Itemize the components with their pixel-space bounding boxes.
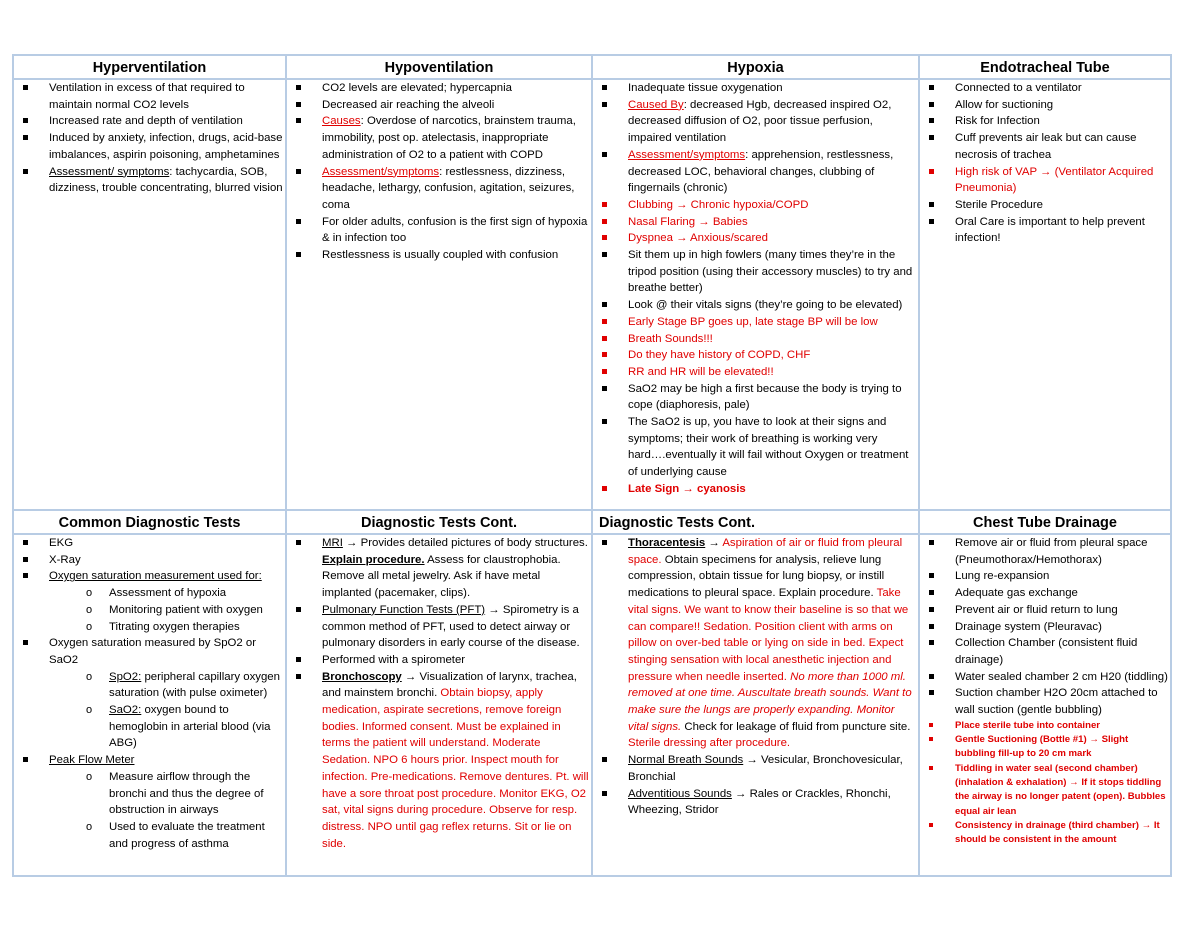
item-label: SpO2: [109, 670, 142, 683]
item-text: oxygen bound to hemoglobin in arterial blood (via ABG) [109, 704, 271, 750]
list-item [289, 602, 589, 652]
item-label: MRI [322, 537, 343, 549]
header-chest-tube-drainage: Chest Tube Drainage [919, 510, 1171, 534]
item-red-text: Take vital signs. We want to know their baseline is so that we can compare!! Sedation. Position client with arms on pillow on over-bed table or lying on side in bed. Expect stinging sensation with local anesthetic injection and pressure when needle inserted. [628, 587, 909, 683]
chest-tube-red-list [922, 719, 1168, 848]
list-item: Collection Chamber (consistent fluid drainage) [922, 635, 1168, 668]
list-item: Allow for suctioning [922, 97, 1168, 114]
common-tests-list [16, 535, 283, 852]
header-hypoventilation: Hypoventilation [286, 55, 592, 79]
list-item: SaO2 may be high a first because the body is trying to cope (diaphoresis, pale) [595, 381, 916, 414]
list-item: RR and HR will be elevated!! [595, 364, 916, 381]
list-item: Risk for Infection [922, 113, 1168, 130]
list-item: Induced by anxiety, infection, drugs, acid-base imbalances, aspirin poisoning, amphetamines [16, 130, 283, 163]
item-label: Causes [322, 115, 361, 128]
list-item: Inadequate tissue oxygenation [595, 80, 916, 97]
item-label: Assessment/ symptoms [49, 165, 170, 178]
item-text: : restlessness, dizziness, headache, lethargy, confusion, agitation, seizures, coma [322, 165, 575, 211]
list-item: Performed with a spirometer [289, 652, 589, 669]
item-label: SaO2: [109, 704, 142, 717]
chest-tube-list [922, 535, 1168, 719]
list-item: Dyspnea → Anxious/scared [595, 230, 916, 247]
common-tests-cell [13, 534, 286, 876]
list-item [289, 164, 589, 214]
hypoxia-list [595, 80, 916, 498]
list-item: Prevent air or fluid return to lung [922, 602, 1168, 619]
item-label: Assessment/symptoms [322, 165, 440, 178]
list-item: Lung re-expansion [922, 568, 1168, 585]
item-text: Check for leakage of fluid from puncture site. [681, 720, 911, 733]
item-text: Obtain specimens for analysis, relieve lung compression, obtain tissue for lung biopsy, or instill medications to pleural space. Explain procedure. [628, 553, 885, 600]
list-item: Place sterile tube into container [922, 719, 1168, 733]
list-item [595, 535, 916, 752]
list-item: EKG [16, 535, 283, 552]
list-item: Remove air or fluid from pleural space (Pneumothorax/Hemothorax) [922, 535, 1168, 568]
endotracheal-list [922, 80, 1168, 247]
list-item: Sit them up in high fowlers (many times they’re in the tripod position (using their accessory muscles) to try and breathe better) [595, 247, 916, 297]
list-item [16, 164, 283, 197]
item-label: Pulmonary Function Tests (PFT) [322, 603, 486, 616]
list-item: Oral Care is important to help prevent infection! [922, 214, 1168, 247]
list-item: Look @ their vitals signs (they’re going to be elevated) [595, 297, 916, 314]
list-item: X-Ray [16, 552, 283, 569]
list-item: Sterile Procedure [922, 197, 1168, 214]
item-text: → Spirometry is a common method of PFT, used to detect airway or pulmonary disorders in early course of the disease. [322, 603, 580, 650]
list-item: Drainage system (Pleuravac) [922, 619, 1168, 636]
item-text: → Visualization of larynx, trachea, and mainstem bronchi. [322, 670, 577, 700]
header-hyperventilation: Hyperventilation [13, 55, 286, 79]
item-label: Adventitious Sounds [628, 787, 732, 800]
item-text: → Vesicular, Bronchovesicular, Bronchial [628, 754, 903, 783]
header-diagnostic-tests-cont-2: Diagnostic Tests Cont. [592, 510, 919, 534]
list-item: Increased rate and depth of ventilation [16, 113, 283, 130]
tests-cont-1-list [289, 535, 589, 852]
list-item: Cuff prevents air leak but can cause necrosis of trachea [922, 130, 1168, 163]
item-label: Normal Breath Sounds [628, 754, 744, 767]
sub-item: o Used to evaluate the treatment and progress of asthma [49, 819, 283, 852]
item-text: : decreased Hgb, decreased inspired O2, decreased diffusion of O2, poor tissue perfusion, impaired ventilation [628, 98, 892, 145]
item-label: Thoracentesis [628, 537, 706, 549]
list-item [289, 535, 589, 602]
list-item: Adequate gas exchange [922, 585, 1168, 602]
list-item: CO2 levels are elevated; hypercapnia [289, 80, 589, 97]
list-item [16, 635, 283, 752]
sub-item [49, 702, 283, 752]
item-red-italic: No more than 1000 ml. removed at one time. Auscultate breath sounds. Want to make sure the lungs are properly expanding. Monitor vital signs. [628, 670, 912, 733]
sub-list [49, 769, 283, 853]
sub-item: o Measure airflow through the bronchi and thus the degree of obstruction in airways [49, 769, 283, 819]
tests-cont-2-list [595, 535, 916, 819]
sub-list [49, 669, 283, 753]
list-item: Connected to a ventilator [922, 80, 1168, 97]
list-item: The SaO2 is up, you have to look at their signs and symptoms; their work of breathing is working very hard….eventually it will fail without Oxygen or treatment of underlying cause [595, 414, 916, 481]
list-item: Breath Sounds!!! [595, 331, 916, 348]
list-item: Ventilation in excess of that required to maintain normal CO2 levels [16, 80, 283, 113]
item-red-text: Obtain biopsy, apply medication, aspirate secretions, remove foreign bodies. Informed consent. Must be explained in terms the patient will understand. Moderate Sedation. NPO 6 hours prior. Inspect mouth for infection. Pre-medications. Remove dentures. Pt. will have a sore throat post procedure. Monitor EKG, O2 sat, vital signs during procedure. Observe for resp. distress. NPO until gag reflex returns. Sit or lie on side. [322, 687, 589, 850]
list-item: Late Sign → cyanosis [595, 481, 916, 498]
hypoventilation-list [289, 80, 589, 264]
list-item: Restlessness is usually coupled with confusion [289, 247, 589, 264]
list-item: Water sealed chamber 2 cm H20 (tiddling) [922, 669, 1168, 686]
list-item [595, 147, 916, 197]
item-text: → Provides detailed pictures of body structures. [342, 537, 588, 549]
item-label: Bronchoscopy [322, 670, 402, 683]
item-label: Caused By [628, 98, 684, 111]
list-item [16, 568, 283, 635]
item-text: : apprehension, restlessness, decreased LOC, behavioral changes, clubbing of fingernails (chronic) [628, 148, 894, 195]
item-text: Assess for claustrophobia. Remove all metal jewelry. Ask if have metal implanted (pacemaker, clips). [322, 553, 561, 600]
endotracheal-cell [919, 79, 1171, 510]
list-item: Tiddling in water seal (second chamber) (inhalation & exhalation) → If it stops tiddling the airway is no longer patent (open). Bubbles equal air lean [922, 762, 1168, 819]
sub-item [49, 669, 283, 702]
list-item [289, 669, 589, 853]
header-diagnostic-tests-cont-1: Diagnostic Tests Cont. [286, 510, 592, 534]
item-text: : tachycardia, SOB, dizziness, trouble concentrating, blurred vision [49, 165, 283, 195]
hypoventilation-cell [286, 79, 592, 510]
item-text: → Rales or Crackles, Rhonchi, Wheezing, Stridor [628, 787, 891, 817]
item-red-text: Aspiration of air or fluid from pleural space. [628, 537, 903, 566]
tests-cont-2-cell [592, 534, 919, 876]
list-item: Early Stage BP goes up, late stage BP will be low [595, 314, 916, 331]
sub-item: o Titrating oxygen therapies [49, 619, 283, 636]
list-item [289, 113, 589, 163]
item-label: Assessment/symptoms [628, 148, 746, 161]
list-item: Decreased air reaching the alveoli [289, 97, 589, 114]
item-label: Oxygen saturation measurement used for: [49, 570, 262, 583]
list-item: Clubbing → Chronic hypoxia/COPD [595, 197, 916, 214]
item-label: Peak Flow Meter [49, 754, 135, 767]
list-item [595, 752, 916, 785]
sub-item: o Assessment of hypoxia [49, 585, 283, 602]
list-item: Nasal Flaring → Babies [595, 214, 916, 231]
chest-tube-cell [919, 534, 1171, 876]
sub-list [49, 585, 283, 635]
item-bold: Explain procedure. [322, 553, 425, 566]
list-item [595, 786, 916, 819]
header-common-diagnostic-tests: Common Diagnostic Tests [13, 510, 286, 534]
list-item [595, 97, 916, 147]
list-item: Do they have history of COPD, CHF [595, 347, 916, 364]
hyperventilation-cell [13, 79, 286, 510]
list-item: Suction chamber H2O 20cm attached to wall suction (gentle bubbling) [922, 685, 1168, 718]
list-item: Consistency in drainage (third chamber) → It should be consistent in the amount [922, 819, 1168, 848]
list-item: Gentle Suctioning (Bottle #1) → Slight bubbling fill-up to 20 cm mark [922, 733, 1168, 762]
header-endotracheal-tube: Endotracheal Tube [919, 55, 1171, 79]
list-item: High risk of VAP → (Ventilator Acquired Pneumonia) [922, 164, 1168, 197]
tests-cont-1-cell [286, 534, 592, 876]
item-text: Oxygen saturation measured by SpO2 or SaO2 [49, 637, 257, 666]
list-item [16, 752, 283, 852]
item-text: : Overdose of narcotics, brainstem trauma, immobility, post op. atelectasis, inappropriate administration of O2 to a patient with COPD [322, 115, 576, 161]
item-text: → [705, 537, 723, 549]
sub-item: o Monitoring patient with oxygen [49, 602, 283, 619]
hyperventilation-list [16, 80, 283, 197]
study-guide-table [12, 54, 1172, 877]
header-hypoxia: Hypoxia [592, 55, 919, 79]
item-red-text: Sterile dressing after procedure. [628, 737, 791, 750]
item-text: peripheral capillary oxygen saturation (with pulse oximeter) [109, 670, 280, 700]
list-item: For older adults, confusion is the first sign of hypoxia & in infection too [289, 214, 589, 247]
hypoxia-cell [592, 79, 919, 510]
